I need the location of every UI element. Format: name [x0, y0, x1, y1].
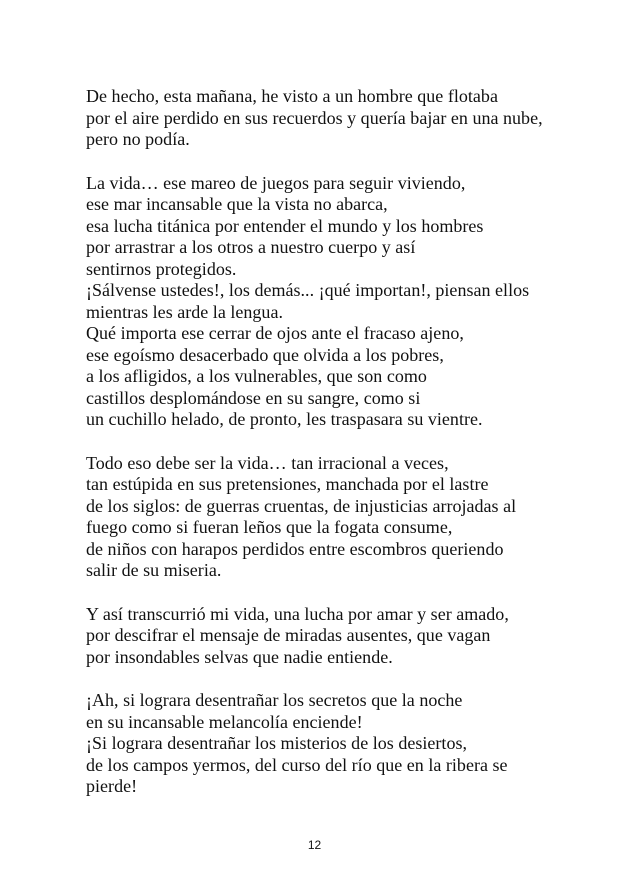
- stanza-4: [86, 604, 606, 669]
- stanza-5: [86, 690, 606, 798]
- page-number: 12: [307, 838, 322, 852]
- poem-line: por el aire perdido en sus recuerdos y quería bajar en una nube,: [86, 107, 543, 128]
- stanza-2: [86, 173, 606, 431]
- poem-body: [86, 86, 606, 820]
- poem-line: Qué importa ese cerrar de ojos ante el fracaso ajeno,: [86, 323, 464, 343]
- poem-line: mientras les arde la lengua.: [86, 301, 283, 322]
- poem-line: de los siglos: de guerras cruentas, de injusticias arrojadas al: [86, 495, 517, 516]
- poem-line: castillos desplomándose en su sangre, como si: [86, 387, 421, 408]
- poem-line: ¡Sálvense ustedes!, los demás... ¡qué importan!, piensan ellos: [86, 280, 530, 300]
- poem-line: De hecho, esta mañana, he visto a un hombre que flotaba: [86, 86, 498, 106]
- stanza-3: [86, 453, 606, 582]
- poem-line: tan estúpida en sus pretensiones, manchada por el lastre: [86, 474, 489, 494]
- poem-line: ¡Si lograra desentrañar los misterios de los desiertos,: [86, 733, 468, 753]
- poem-line: por insondables selvas que nadie entiende.: [86, 646, 393, 667]
- poem-line: de los campos yermos, del curso del río que en la ribera se: [86, 754, 508, 775]
- poem-line: a los afligidos, a los vulnerables, que son como: [86, 366, 427, 386]
- poem-line: de niños con harapos perdidos entre escombros queriendo: [86, 538, 504, 559]
- poem-line: pero no podía.: [86, 129, 190, 149]
- poem-line: un cuchillo helado, de pronto, les traspasara su vientre.: [86, 409, 483, 429]
- poem-line: por arrastrar a los otros a nuestro cuerpo y así: [86, 237, 416, 257]
- poem-line: esa lucha titánica por entender el mundo y los hombres: [86, 215, 484, 236]
- poem-line: ese mar incansable que la vista no abarca,: [86, 194, 388, 214]
- poem-line: La vida… ese mareo de juegos para seguir viviendo,: [86, 172, 466, 193]
- poem-line: ¡Ah, si lograra desentrañar los secretos que la noche: [86, 690, 463, 710]
- poem-line: pierde!: [86, 776, 138, 796]
- poem-line: fuego como si fueran leños que la fogata consume,: [86, 517, 453, 537]
- poem-line: por descifrar el mensaje de miradas ausentes, que vagan: [86, 625, 491, 645]
- poem-line: Y así transcurrió mi vida, una lucha por amar y ser amado,: [86, 603, 509, 624]
- poem-line: Todo eso debe ser la vida… tan irracional a veces,: [86, 452, 449, 473]
- poem-line: sentirnos protegidos.: [86, 258, 237, 279]
- poem-line: ese egoísmo desacerbado que olvida a los pobres,: [86, 344, 444, 365]
- poem-line: salir de su miseria.: [86, 560, 222, 580]
- poem-line: en su incansable melancolía enciende!: [86, 711, 363, 732]
- stanza-1: [86, 86, 606, 151]
